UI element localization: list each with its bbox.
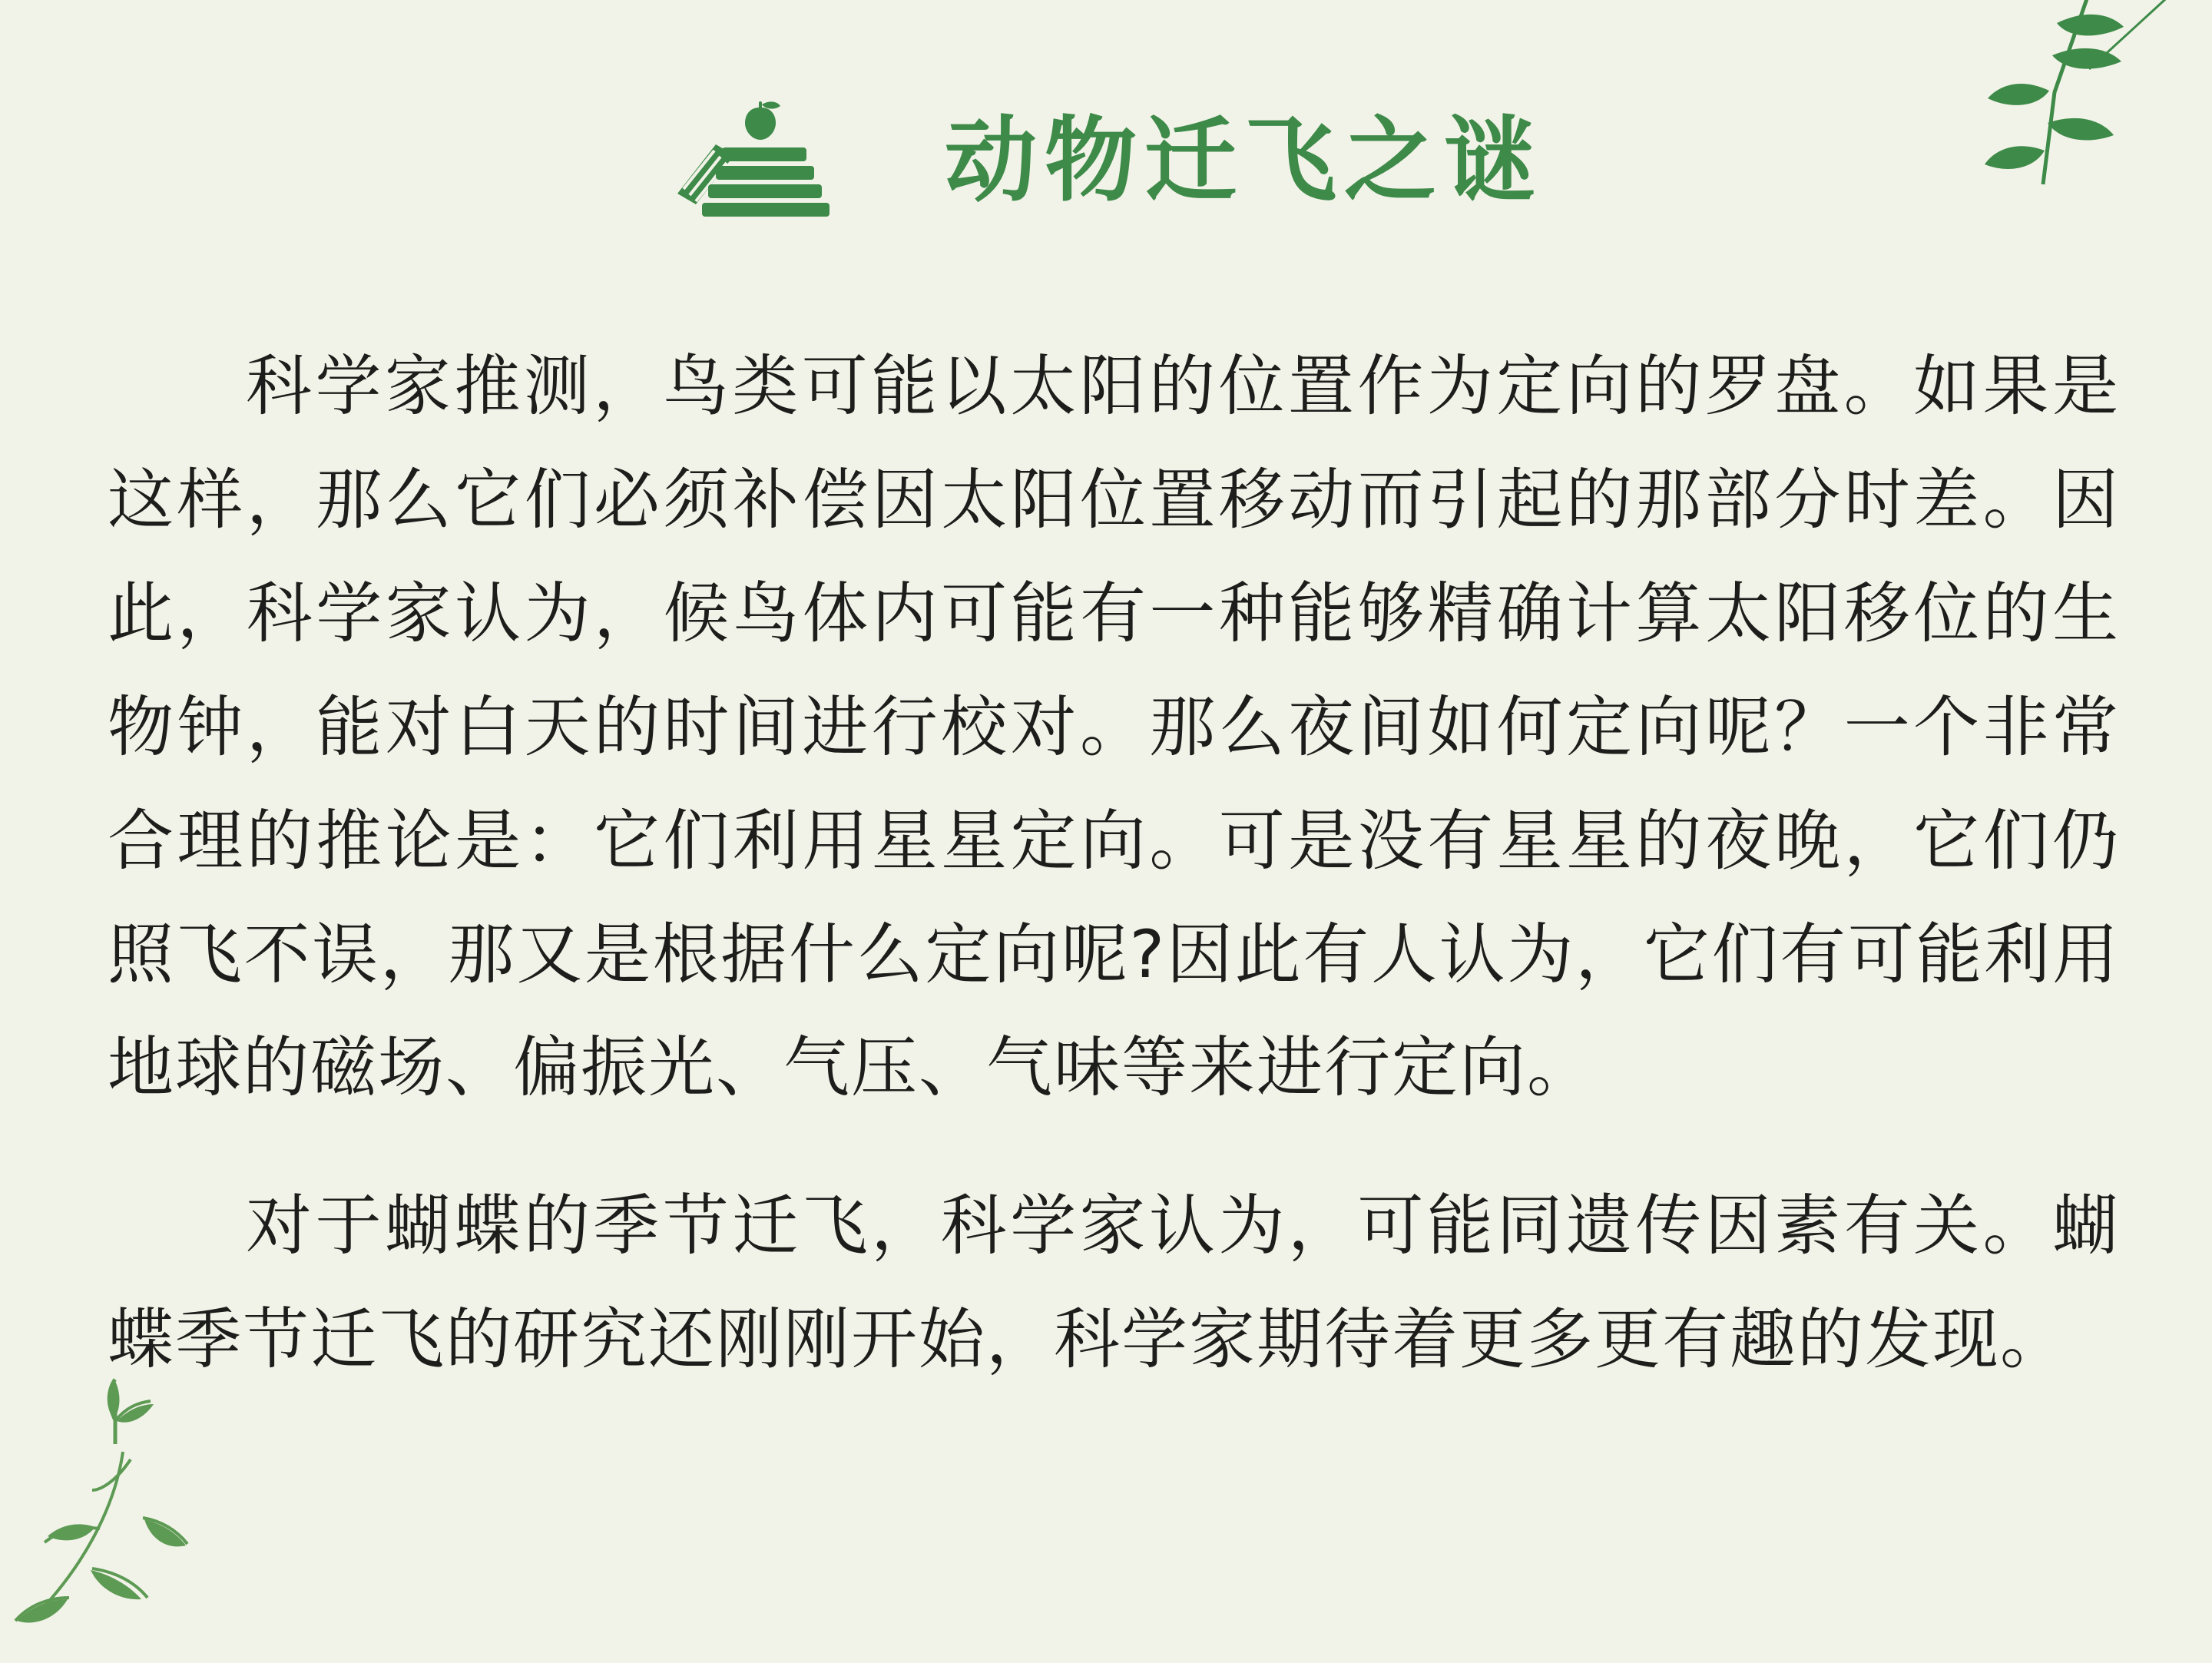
books-apple-icon [668, 100, 860, 223]
slide-body [108, 330, 2120, 1416]
page-title: 动物迁飞之谜 [945, 108, 1544, 214]
slide-header [0, 92, 2212, 230]
paragraph-1: 科学家推测，鸟类可能以太阳的位置作为定向的罗盘。如果是这样，那么它们必须补偿因太阳位置移动而引起的那部分时差。因此，科学家认为，候鸟体内可能有一种能够精确计算太阳移位的生物钟，能对白天的时间进行校对。那么夜间如何定向呢？一个非常合理的推论是：它们利用星星定向。可是没有星星的夜晚，它们仍照飞不误，那又是根据什么定向呢?因此有人认为，它们有可能利用地球的磁场、偏振光、气压、气味等来进行定向。 [108, 348, 2120, 1107]
paragraph-2: 对于蝴蝶的季节迁飞，科学家认为，可能同遗传因素有关。蝴蝶季节迁飞的研究还刚刚开始，科学家期待着更多更有趣的发现。 [108, 1188, 2120, 1379]
